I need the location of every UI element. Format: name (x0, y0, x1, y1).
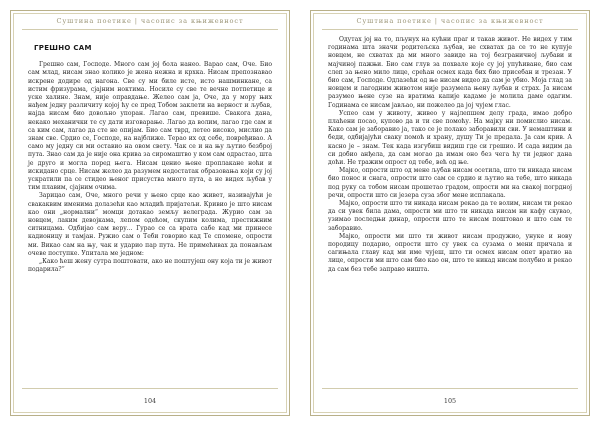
footer-rule (322, 388, 578, 389)
paragraph: Мајко, опрости ми што ти живот нисам продужио, унуке и нову породицу подарио, опрости што су увек са сузама о мени причала и сагињала главу кад ми име чујеш, што ти осмех нисам опет вратио на лице, опрости ми што сам био као он, што те никад нисам полубио и рекао да сам без тебе заправо ништа. (328, 232, 572, 273)
page-number: 105 (443, 397, 457, 405)
body-text (328, 36, 572, 274)
page-number: 104 (143, 397, 157, 405)
running-head: Суштина поетике | часопис за књижевност (356, 17, 544, 25)
header-rule (322, 29, 578, 30)
paragraph: Успео сам у животу, живео у најлепшем делу града, имао добро плаћени посао, купово да и ти све помоћу. На мајку ни помислио нисам. Како сам је заборавио ја, тако се је полако заборавили сви. У немаштини и беди, одбијајући сваку помоћ и храну, душу Ти је предала. Ја сам крив. А касно је – знам. Тек када изгубиш видиш где си грешио. И сада видим да си добио анђела, да сам могао да имам оно без чега ћу ти једног дана доћи. Не тражим опрост од тебе, већ од ње. (328, 109, 572, 167)
left-page (6, 6, 294, 420)
running-head: Суштина поетике | часопис за књижевност (56, 17, 244, 25)
paragraph: Мајко, опрости што ти никада нисам рекао да те волим, нисам ти рекао да си увек била дама, опрости ми што ти никада нисам ни кафу скувао, узимао последњи динар, опрости што те нисам поштовао и што сам те заборавио. (328, 200, 572, 232)
chapter-title: ГРЕШНО САМ (34, 44, 92, 52)
paragraph: Мајко, опрости што од мене љубав нисам осетила, што ти никада нисам био понос и снага, опрости што сам се срдио и љутио на тебе, што никада под руку са тобом нисам прошетао градом, опрости ми на свакој погрдној речи, опрости што си језера суза због мене исплакала. (328, 167, 572, 199)
paragraph: Грешно сам, Господе. Много сам јој бола нанео. Варао сам, Оче. Био сам млад, нисам знао колико је жена нежна и крхка. Нисам препознавао искрене додире од нагона. Све су ми биле исте, исто нашминкане, са истим фризурама, сјајним ноктима. Носиле су све те вечне потпетице и уске халине. Знам, није оправдање. Желео сам ја, Оче, да у мору њих нађем једну различиту којој ћу се пред Тобом заклети на верност и љубав, најда нисам био довољно упоран. Лагао сам, превише. Свакога дана, некако механички те су дати изговарање. Лагао да волим, лагао где сам и са ким сам, лагао да сте не опијам. Био сам тврд, летео високо, мислио да знам све. Срдио се, Господе, на најближе. Терао их од себе, повређивао. А само му једну си ми оставио на овом свету. Чак се и на њу љутио безбрoј пута. Знао сам да је није она крива за сиромаштво у ком сам одрастао, шта је друго и могла поред њега. Нисам ценио њене проплакане ноћи и искидано срце. Нисам желео да разумем недостатак образовања који су јој ускратили па се стидео њеног присуства много пута, а не видех љубав у тим плавим, сјајним очима. (28, 61, 272, 192)
right-page (306, 6, 594, 420)
header-rule (22, 29, 278, 30)
quoted-line: „Како ћеш жену сутра поштовати, ако не поштујеш ону која ти је живот подарила?“ (28, 258, 272, 274)
paragraph: Зарицао сам, Оче, много речи у њено срце као живет, називајући је свакаквим именима долазећи као младић пријатељи. Кривио је што нисам као они „нормални“ момци дотакао земљу велеграда. Журио сам за новцем, лаким девојкама, лепом одећом, скупим колима, престижним ситницама. Одбијао сам веру... Гурао се са врата сабе кад ми принесе кадионицу и тамјан. Ружио сам о Теби говорио кад Те спомене, опрости ми. Викао сам на њу, чак и ударио пар пута. Не примећивах да понављам очеве поступке. Упитала ме једном: (28, 192, 272, 257)
body-text (28, 36, 272, 274)
footer-rule (22, 388, 278, 389)
paragraph: Одутах јој на то, пљунух на кућни праг и такав живот. Не видех у тим годинама шта значи родитељска љубав, не схватах да се то не купује новцем, не схватах да ми много завиде на тој безграничној љубави и мајчиној пажњи. Био сам глув за похвале које су јој упућиване, био сам слеп за њено мило лице, срећан осмех када бих био присебан и трезан. У био сам, Господе. Одлазећи од ње нисам видео да сам је убио. Моја глад за новцем и лагодним животом није разумела њену љубав и страх. Ја нисам разумео њене сузе на вратима капије кадаме је молила даме одагим. Годинама се нисам јављао, ни пожелео да јој чујем глас. (328, 36, 572, 109)
